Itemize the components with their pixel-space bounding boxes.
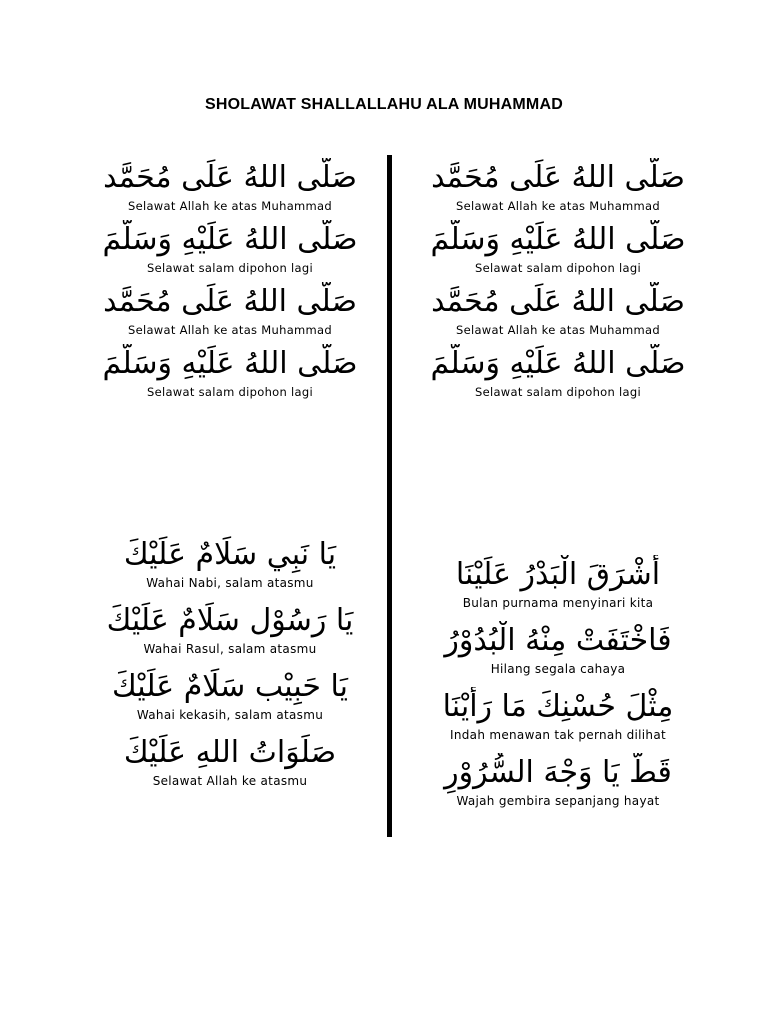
translation-text: Selawat Allah ke atas Muhammad — [127, 323, 332, 337]
translation-text: Indah menawan tak pernah dilihat — [450, 728, 666, 742]
translation-text: Selawat Allah ke atas Muhammad — [455, 199, 660, 213]
arabic-text: قَطُّ يَا وَجْهَ السُّرُوْرِ — [444, 755, 672, 790]
verse — [408, 220, 708, 282]
translation-text: Hilang segala cahaya — [490, 662, 626, 676]
verse — [80, 667, 380, 733]
arabic-text: صَلَّى اللهُ عَلَيْهِ وَسَلَّمَ — [102, 222, 358, 257]
translation-text: Selawat Allah ke atas Muhammad — [455, 323, 660, 337]
verse — [80, 601, 380, 667]
arabic-text: يَا نَبِي سَلَامٌ عَلَيْكَ — [123, 537, 337, 572]
translation-text: Selawat salam dipohon lagi — [146, 385, 313, 399]
arabic-text: فَاخْتَفَتْ مِنْهُ الْبُدُوْرُ — [444, 623, 672, 658]
arabic-text: صَلَّى اللهُ عَلَيْهِ وَسَلَّمَ — [430, 346, 686, 381]
translation-text: Selawat Allah ke atas Muhammad — [127, 199, 332, 213]
translation-text: Selawat salam dipohon lagi — [146, 261, 313, 275]
verse — [408, 621, 708, 687]
arabic-text: صَلَّى اللهُ عَلَى مُحَمَّد — [431, 160, 685, 195]
arabic-text: صَلَوَاتُ اللهِ عَلَيْكَ — [123, 735, 337, 770]
arabic-text: يَا رَسُوْل سَلَامٌ عَلَيْكَ — [106, 603, 354, 638]
page-title: SHOLAWAT SHALLALLAHU ALA MUHAMMAD — [205, 96, 563, 113]
arabic-text: صَلَّى اللهُ عَلَيْهِ وَسَلَّمَ — [102, 346, 358, 381]
top-right-verses — [408, 158, 708, 406]
verse — [80, 535, 380, 601]
verse — [80, 344, 380, 406]
verse — [408, 282, 708, 344]
bottom-right-verses — [408, 555, 708, 819]
verse — [80, 282, 380, 344]
top-left-verses — [80, 158, 380, 406]
verse — [408, 687, 708, 753]
translation-text: Selawat salam dipohon lagi — [474, 385, 641, 399]
arabic-text: يَا حَبِيْب سَلَامٌ عَلَيْكَ — [112, 669, 348, 704]
translation-text: Wahai Nabi, salam atasmu — [146, 576, 314, 590]
arabic-text: مِثْلَ حُسْنِكَ مَا رَأَيْنَا — [442, 689, 674, 724]
verse — [80, 158, 380, 220]
arabic-text: صَلَّى اللهُ عَلَى مُحَمَّد — [103, 284, 357, 319]
verse — [80, 733, 380, 799]
verse — [408, 158, 708, 220]
arabic-text: أَشْرَقَ الْبَدْرُ عَلَيْنَا — [455, 557, 661, 592]
arabic-text: صَلَّى اللهُ عَلَى مُحَمَّد — [431, 284, 685, 319]
arabic-text: صَلَّى اللهُ عَلَيْهِ وَسَلَّمَ — [430, 222, 686, 257]
translation-text: Bulan purnama menyinari kita — [462, 596, 654, 610]
column-divider — [387, 155, 392, 837]
translation-text: Wahai kekasih, salam atasmu — [136, 708, 324, 722]
translation-text: Wajah gembira sepanjang hayat — [456, 794, 660, 808]
verse — [408, 344, 708, 406]
translation-text: Wahai Rasul, salam atasmu — [143, 642, 317, 656]
arabic-text: صَلَّى اللهُ عَلَى مُحَمَّد — [103, 160, 357, 195]
verse — [80, 220, 380, 282]
verse — [408, 555, 708, 621]
bottom-left-verses — [80, 535, 380, 799]
translation-text: Selawat Allah ke atasmu — [152, 774, 308, 788]
verse — [408, 753, 708, 819]
translation-text: Selawat salam dipohon lagi — [474, 261, 641, 275]
